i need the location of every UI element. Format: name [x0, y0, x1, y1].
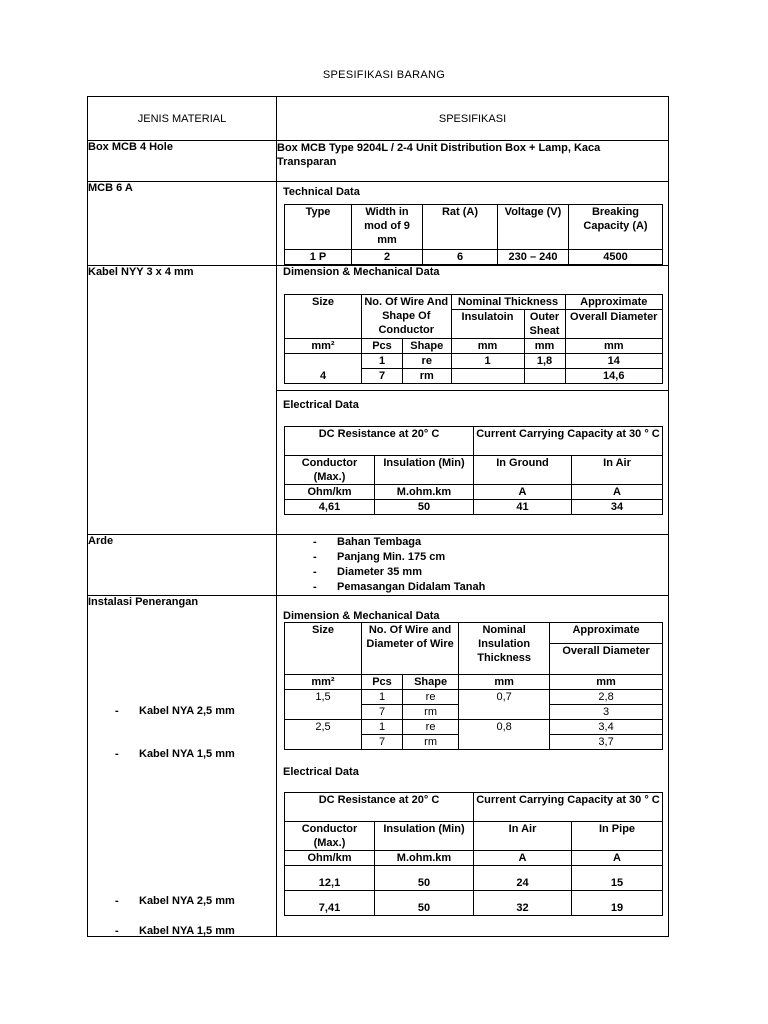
inst-h-overall: Overall Diameter	[550, 644, 663, 675]
inst-h-approx: Approximate	[550, 623, 663, 644]
label-box-mcb: Box MCB 4 Hole	[88, 141, 277, 182]
nyy-h-size: Size	[285, 295, 362, 339]
nyy-u-outer: mm	[524, 339, 565, 354]
nyy-v-ins-1: 1	[451, 354, 524, 369]
row-instalasi	[88, 596, 669, 937]
inst-e-u-3: A	[474, 851, 572, 866]
nyy-e-h-ins: Insulation (Min)	[375, 456, 474, 485]
mcb-h-voltage: Voltage (V)	[498, 205, 569, 250]
mcb-h-type: Type	[285, 205, 352, 250]
nyy-e-h-cc: Current Carrying Capacity at 30 ° C	[474, 427, 663, 456]
inst-g2-dia-1: 3,4	[550, 720, 663, 735]
inst-g1-shape-1: re	[403, 690, 459, 705]
nyy-e-v-1: 4,61	[285, 500, 375, 515]
inst-e-r1-4: 15	[572, 866, 663, 891]
nyy-section-title: Dimension & Mechanical Data	[283, 266, 440, 278]
mcb-v-voltage: 230 – 240	[498, 250, 569, 265]
nyy-h-wire: No. Of Wire And Shape Of Conductor	[362, 295, 452, 339]
nyy-elec-title: Electrical Data	[283, 399, 359, 411]
mcb-h-rat: Rat (A)	[423, 205, 498, 250]
nyy-v-outer-2	[524, 369, 565, 384]
inst-g1-nom: 0,7	[459, 690, 550, 720]
inst-g1-dia-1: 2,8	[550, 690, 663, 705]
inst-side-nya-2-5-a: - Kabel NYA 2,5 mm	[115, 705, 235, 717]
row-arde	[88, 535, 669, 596]
mcb-v-type: 1 P	[285, 250, 352, 265]
inst-dim-table	[284, 622, 663, 750]
nyy-e-v-2: 50	[375, 500, 474, 515]
nyy-v-size: 4	[285, 354, 362, 384]
inst-e-h-ins: Insulation (Min)	[375, 822, 474, 851]
nyy-u-size: mm²	[285, 339, 362, 354]
inst-e-r1-2: 50	[375, 866, 474, 891]
mcb-h-breaking: Breaking Capacity (A)	[569, 205, 663, 250]
nyy-e-u-2: M.ohm.km	[375, 485, 474, 500]
nyy-h-approx: Approximate	[565, 295, 663, 310]
mcb-v-width: 2	[352, 250, 423, 265]
inst-g1-size: 1,5	[285, 690, 362, 720]
nyy-e-v-4: 34	[572, 500, 663, 515]
inst-g2-shape-1: re	[403, 720, 459, 735]
inst-e-r1-3: 24	[474, 866, 572, 891]
inst-g2-nom: 0,8	[459, 720, 550, 750]
inst-e-h-a: In Air	[474, 822, 572, 851]
inst-elec-title: Electrical Data	[283, 766, 359, 778]
nyy-h-outer: Outer Sheat	[524, 310, 565, 339]
inst-side-nya-1-5-b: - Kabel NYA 1,5 mm	[115, 925, 235, 937]
inst-g2-pcs-1: 1	[362, 720, 403, 735]
label-instalasi: Instalasi Penerangan	[88, 596, 277, 937]
label-arde: Arde	[88, 535, 277, 596]
arde-item-1: - Bahan Tembaga	[313, 535, 668, 550]
nyy-e-u-3: A	[474, 485, 572, 500]
arde-item-4: - Pemasangan Didalam Tanah	[313, 580, 668, 595]
nyy-e-v-3: 41	[474, 500, 572, 515]
label-mcb: MCB 6 A	[88, 182, 277, 266]
inst-side-nya-1-5-a: - Kabel NYA 1,5 mm	[115, 748, 235, 760]
inst-u-shape: Shape	[403, 675, 459, 690]
mcb-h-width: Width in mod of 9 mm	[352, 205, 423, 250]
nyy-e-h-dc: DC Resistance at 20° C	[285, 427, 474, 456]
inst-e-u-2: M.ohm.km	[375, 851, 474, 866]
inst-g2-size: 2,5	[285, 720, 362, 750]
nyy-u-shape: Shape	[403, 339, 452, 354]
header-jenis: JENIS MATERIAL	[88, 97, 277, 141]
nyy-v-dia-2: 14,6	[565, 369, 663, 384]
row-nyy	[88, 266, 669, 535]
inst-elec-table	[284, 792, 663, 916]
label-nyy: Kabel NYY 3 x 4 mm	[88, 266, 277, 535]
nyy-u-dia: mm	[565, 339, 663, 354]
inst-e-h-b: In Pipe	[572, 822, 663, 851]
inst-e-r2-3: 32	[474, 891, 572, 916]
nyy-u-pcs: Pcs	[362, 339, 403, 354]
nyy-elec-table	[284, 426, 663, 515]
inst-g2-pcs-2: 7	[362, 735, 403, 750]
page-title: SPESIFIKASI BARANG	[322, 69, 446, 81]
header-spesifikasi: SPESIFIKASI	[277, 97, 669, 141]
row-mcb	[88, 182, 669, 266]
spec-box-mcb: Box MCB Type 9204L / 2-4 Unit Distribution Box + Lamp, Kaca Transparan	[277, 141, 669, 182]
nyy-e-u-1: Ohm/km	[285, 485, 375, 500]
nyy-u-ins: mm	[451, 339, 524, 354]
nyy-h-nominal: Nominal Thickness	[451, 295, 565, 310]
inst-h-wire: No. Of Wire and Diameter of Wire	[362, 623, 459, 675]
arde-item-2: - Panjang Min. 175 cm	[313, 550, 668, 565]
arde-item-3: - Diameter 35 mm	[313, 565, 668, 580]
nyy-v-outer-1: 1,8	[524, 354, 565, 369]
inst-u-size: mm²	[285, 675, 362, 690]
mcb-v-breaking: 4500	[569, 250, 663, 265]
nyy-h-overall: Overall Diameter	[565, 310, 663, 339]
nyy-e-h-cond: Conductor (Max.)	[285, 456, 375, 485]
nyy-e-u-4: A	[572, 485, 663, 500]
nyy-h-insul: Insulatoin	[451, 310, 524, 339]
nyy-dim-table	[284, 294, 663, 384]
row-box-mcb	[88, 141, 669, 182]
inst-g1-pcs-1: 1	[362, 690, 403, 705]
inst-u-nom: mm	[459, 675, 550, 690]
inst-e-r2-2: 50	[375, 891, 474, 916]
mcb-section-title: Technical Data	[283, 186, 360, 198]
inst-g2-shape-2: rm	[403, 735, 459, 750]
nyy-e-h-b: In Air	[572, 456, 663, 485]
inst-h-nominal: Nominal Insulation Thickness	[459, 623, 550, 675]
nyy-v-dia-1: 14	[565, 354, 663, 369]
inst-e-h-cc: Current Carrying Capacity at 30 ° C	[474, 793, 663, 822]
nyy-e-h-a: In Ground	[474, 456, 572, 485]
nyy-v-pcs-1: 1	[362, 354, 403, 369]
arde-list	[277, 535, 668, 595]
inst-e-h-dc: DC Resistance at 20° C	[285, 793, 474, 822]
inst-e-u-4: A	[572, 851, 663, 866]
inst-g1-dia-2: 3	[550, 705, 663, 720]
inst-u-dia: mm	[550, 675, 663, 690]
nyy-v-pcs-2: 7	[362, 369, 403, 384]
inst-e-h-cond: Conductor (Max.)	[285, 822, 375, 851]
spec-table	[87, 96, 669, 937]
inst-g1-pcs-2: 7	[362, 705, 403, 720]
inst-e-u-1: Ohm/km	[285, 851, 375, 866]
mcb-v-rat: 6	[423, 250, 498, 265]
inst-e-r2-1: 7,41	[285, 891, 375, 916]
mcb-table	[284, 204, 663, 265]
header-row	[88, 97, 669, 141]
inst-g1-shape-2: rm	[403, 705, 459, 720]
inst-side-nya-2-5-b: - Kabel NYA 2,5 mm	[115, 895, 235, 907]
nyy-v-ins-2	[451, 369, 524, 384]
nyy-v-shape-2: rm	[403, 369, 452, 384]
inst-h-size: Size	[285, 623, 362, 675]
inst-e-r1-1: 12,1	[285, 866, 375, 891]
nyy-v-shape-1: re	[403, 354, 452, 369]
inst-e-r2-4: 19	[572, 891, 663, 916]
inst-u-pcs: Pcs	[362, 675, 403, 690]
inst-section-title: Dimension & Mechanical Data	[283, 610, 440, 622]
inst-g2-dia-2: 3,7	[550, 735, 663, 750]
